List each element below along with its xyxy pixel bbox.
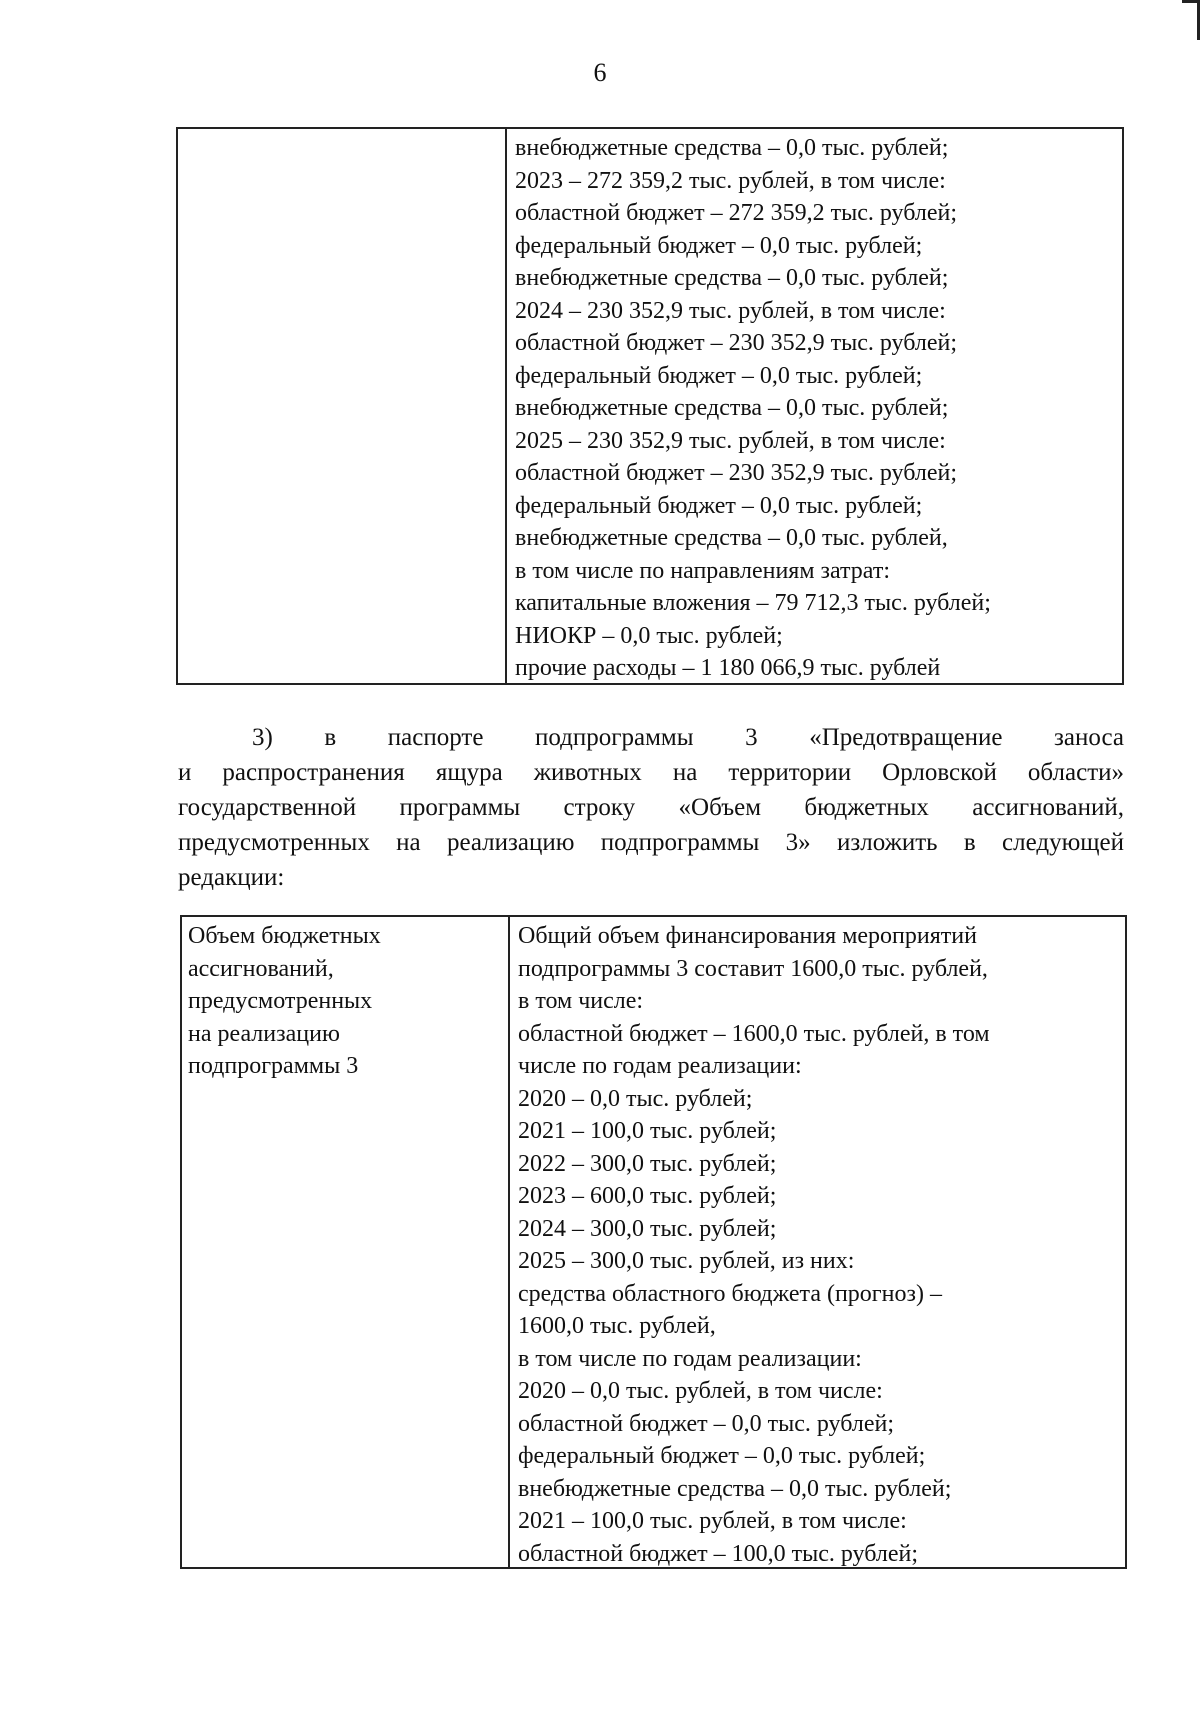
table-left-cell-empty (178, 129, 507, 683)
table-right-cell (507, 129, 1122, 683)
table-line: областной бюджет – 100,0 тыс. рублей; (518, 1540, 918, 1567)
table-line: 2020 – 0,0 тыс. рублей; (518, 1085, 753, 1112)
table-line: федеральный бюджет – 0,0 тыс. рублей; (515, 492, 923, 519)
table-line: федеральный бюджет – 0,0 тыс. рублей; (518, 1443, 926, 1469)
table-line: числе по годам реализации: (518, 1053, 802, 1079)
table-line: 2024 – 230 352,9 тыс. рублей, в том числе: (515, 297, 946, 324)
table-line: прочие расходы – 1 180 066,9 тыс. рублей (515, 655, 941, 681)
table-line: внебюджетные средства – 0,0 тыс. рублей; (518, 1475, 952, 1502)
table-line: средства областного бюджета (прогноз) – (518, 1280, 942, 1307)
subprogram-3-budget-table (180, 915, 1127, 1569)
amendment-paragraph (178, 720, 1124, 895)
paragraph-line: государственной программы строку «Объем бюджетных ассигнований, (178, 794, 1124, 821)
table-line: областной бюджет – 0,0 тыс. рублей; (518, 1410, 894, 1437)
table-line: 2022 – 300,0 тыс. рублей; (518, 1150, 777, 1177)
row-label-line: на реализацию (188, 1020, 340, 1047)
table-line: 2020 – 0,0 тыс. рублей, в том числе: (518, 1378, 883, 1404)
table-line: 2025 – 230 352,9 тыс. рублей, в том числе: (515, 427, 946, 454)
table-line: подпрограммы 3 составит 1600,0 тыс. рублей, (518, 955, 988, 982)
table-line: 1600,0 тыс. рублей, (518, 1313, 716, 1339)
table-line: капитальные вложения – 79 712,3 тыс. рублей; (515, 590, 991, 616)
table-line: 2023 – 600,0 тыс. рублей; (518, 1183, 777, 1209)
row-label-line: Объем бюджетных (188, 923, 381, 949)
table-line: областной бюджет – 272 359,2 тыс. рублей; (515, 200, 957, 226)
row-label-line: ассигнований, (188, 955, 334, 982)
table-line: областной бюджет – 1600,0 тыс. рублей, в том (518, 1020, 990, 1047)
table-line: 2025 – 300,0 тыс. рублей, из них: (518, 1248, 855, 1274)
budget-table-continuation (176, 127, 1124, 685)
table-line: в том числе по годам реализации: (518, 1345, 862, 1372)
table-line: внебюджетные средства – 0,0 тыс. рублей; (515, 395, 949, 421)
row-label-line: предусмотренных (188, 988, 373, 1014)
table-left-cell (182, 917, 510, 1567)
page-number: 6 (593, 58, 607, 87)
table-line: федеральный бюджет – 0,0 тыс. рублей; (515, 362, 923, 389)
table-line: 2024 – 300,0 тыс. рублей; (518, 1215, 777, 1242)
paragraph-line: предусмотренных на реализацию подпрограммы 3» изложить в следующей (178, 829, 1124, 856)
paragraph-line: 3) в паспорте подпрограммы 3 «Предотвращение заноса (252, 724, 1124, 751)
table-right-cell (510, 917, 1125, 1567)
scan-edge-mark-vertical (1191, 0, 1200, 40)
table-line: федеральный бюджет – 0,0 тыс. рублей; (515, 232, 923, 259)
table-line: в том числе по направлениям затрат: (515, 557, 890, 584)
table-line: областной бюджет – 230 352,9 тыс. рублей; (515, 330, 957, 356)
paragraph-line: редакции: (178, 864, 285, 891)
table-line: в том числе: (518, 988, 644, 1014)
table-line: внебюджетные средства – 0,0 тыс. рублей, (515, 525, 948, 551)
table-line: 2023 – 272 359,2 тыс. рублей, в том числе: (515, 167, 946, 194)
table-line: НИОКР – 0,0 тыс. рублей; (515, 622, 783, 649)
table-line: 2021 – 100,0 тыс. рублей, в том числе: (518, 1508, 907, 1534)
table-line: областной бюджет – 230 352,9 тыс. рублей; (515, 460, 957, 486)
table-line: внебюджетные средства – 0,0 тыс. рублей; (515, 265, 949, 291)
table-line: внебюджетные средства – 0,0 тыс. рублей; (515, 135, 949, 161)
table-line: Общий объем финансирования мероприятий (518, 923, 977, 949)
paragraph-line: и распространения ящура животных на территории Орловской области» (178, 759, 1124, 786)
table-line: 2021 – 100,0 тыс. рублей; (518, 1118, 777, 1144)
row-label-line: подпрограммы 3 (188, 1053, 359, 1079)
